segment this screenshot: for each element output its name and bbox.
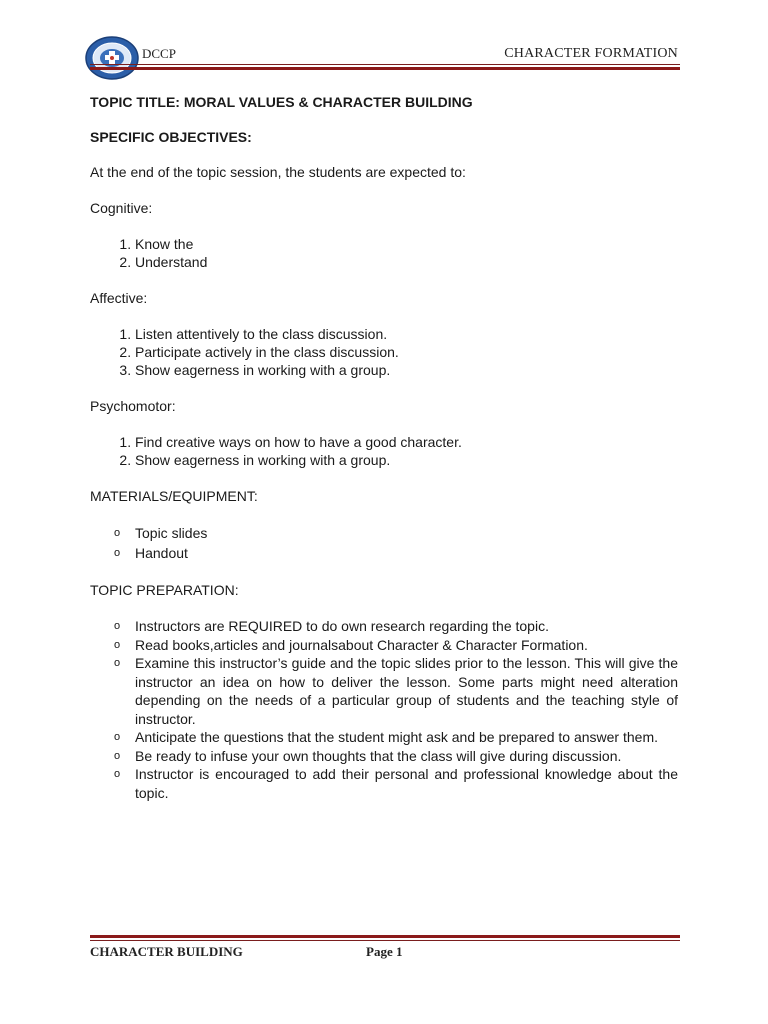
- bullet-marker: o: [114, 620, 121, 632]
- list-item: o Instructor is encouraged to add their personal and professional knowledge about the topic.: [114, 766, 678, 801]
- document-body: [90, 94, 678, 820]
- list-item: 1. Know the: [135, 235, 678, 253]
- header-rule-thin: [90, 64, 680, 65]
- list-item: 3. Show eagerness in working with a group.: [135, 361, 678, 379]
- intro-text: At the end of the topic session, the students are expected to:: [90, 164, 466, 180]
- list-item: o Read books,articles and journalsabout Character & Character Formation.: [114, 636, 588, 653]
- preparation-list: [90, 617, 678, 802]
- bullet-marker: o: [114, 657, 121, 669]
- psychomotor-list: [90, 433, 678, 469]
- list-item: o Be ready to infuse your own thoughts that the class will give during discussion.: [114, 747, 622, 764]
- list-item: 1. Listen attentively to the class discussion.: [135, 325, 678, 343]
- footer-rule-thick: [90, 935, 680, 938]
- school-seal-logo: [85, 36, 139, 80]
- psychomotor-heading: Psychomotor:: [90, 398, 176, 414]
- list-item: o Examine this instructor’s guide and the topic slides prior to the lesson. This will give the instructor an idea on how to deliver the lesson. Some parts might need alteration depending on the needs of a particular group of students and the teaching style of instructor.: [114, 655, 678, 727]
- bullet-marker: o: [114, 731, 121, 743]
- cognitive-list: [90, 235, 678, 271]
- list-item: o Handout: [114, 545, 188, 561]
- header-right-label: CHARACTER FORMATION: [504, 46, 678, 61]
- bullet-marker: o: [114, 547, 121, 559]
- materials-heading: MATERIALS/EQUIPMENT:: [90, 488, 258, 504]
- list-item: 1. Find creative ways on how to have a good character.: [135, 433, 678, 451]
- materials-list: [90, 523, 678, 563]
- bullet-marker: o: [114, 749, 121, 762]
- list-item: 2. Understand: [135, 253, 678, 271]
- preparation-heading: TOPIC PREPARATION:: [90, 582, 239, 598]
- list-item: 2. Show eagerness in working with a group.: [135, 451, 678, 469]
- list-item: o Topic slides: [114, 525, 208, 541]
- cognitive-heading: Cognitive:: [90, 200, 153, 216]
- objectives-heading: SPECIFIC OBJECTIVES:: [90, 129, 252, 145]
- bullet-marker: o: [114, 527, 121, 539]
- bullet-marker: o: [114, 768, 121, 780]
- page-number: Page 1: [366, 944, 403, 959]
- header-left-label: DCCP: [142, 46, 176, 61]
- topic-title: TOPIC TITLE: MORAL VALUES & CHARACTER BUILDING: [90, 94, 473, 110]
- affective-heading: Affective:: [90, 290, 148, 306]
- header-rule-thick: [90, 67, 680, 70]
- list-item: o Instructors are REQUIRED to do own research regarding the topic.: [114, 618, 549, 634]
- list-item: 2. Participate actively in the class discussion.: [135, 343, 678, 361]
- list-item: o Anticipate the questions that the student might ask and be prepared to answer them.: [114, 729, 658, 745]
- footer-left-label: CHARACTER BUILDING: [90, 944, 243, 959]
- footer-rule-thin: [90, 940, 680, 941]
- bullet-marker: o: [114, 638, 121, 651]
- affective-list: [90, 325, 678, 379]
